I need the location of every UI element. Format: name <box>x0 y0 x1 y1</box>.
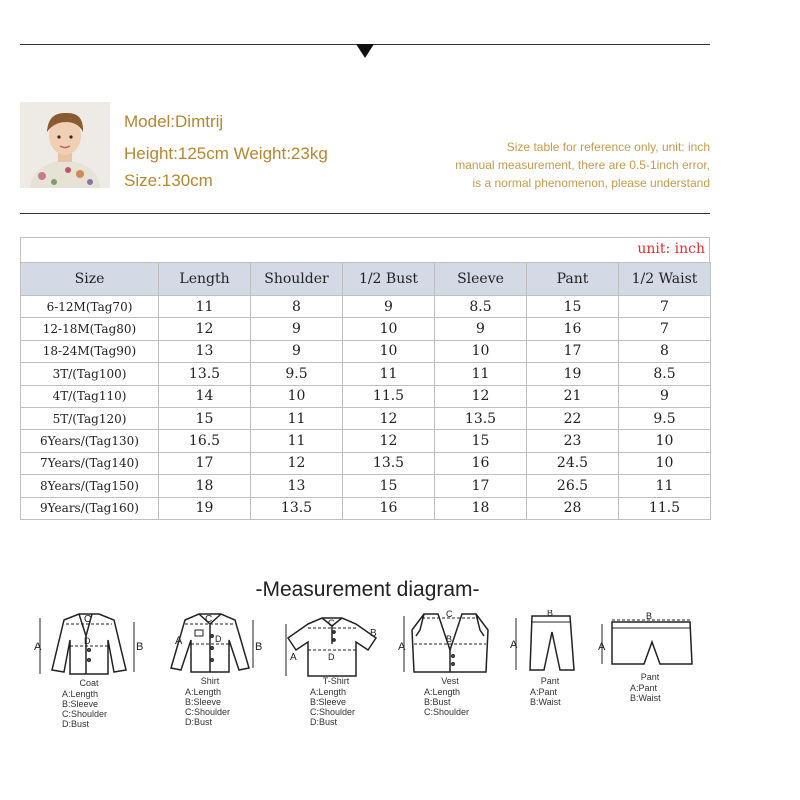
measurement-cell: 12 <box>159 318 251 340</box>
disclaimer-line-2: manual measurement, there are 0.5-1inch error, <box>455 158 710 172</box>
shorts-icon <box>596 610 700 672</box>
measurement-cell: 10 <box>251 385 343 407</box>
label-a: A <box>175 635 183 647</box>
model-size: Size:130cm <box>124 171 213 190</box>
garment-name: Pant <box>640 672 660 682</box>
size-cell: 12-18M(Tag80) <box>21 318 159 340</box>
unit-label: unit: inch <box>637 241 705 257</box>
measurement-cell: 13.5 <box>435 407 527 429</box>
measurement-cell: 18 <box>159 475 251 497</box>
table-row <box>21 475 711 497</box>
measurement-cell: 12 <box>435 385 527 407</box>
measurement-cell: 9 <box>343 296 435 318</box>
unit-row <box>20 237 710 262</box>
measurement-cell: 16.5 <box>159 430 251 452</box>
size-cell: 8Years/(Tag150) <box>21 475 159 497</box>
label-a: A <box>398 641 406 653</box>
column-header: Size <box>21 263 159 296</box>
column-header: Length <box>159 263 251 296</box>
measurement-cell: 9 <box>619 385 711 407</box>
label-b: B <box>370 628 377 639</box>
table-row <box>21 407 711 429</box>
measurement-cell: 10 <box>619 430 711 452</box>
legend-item: A:Pant <box>630 683 658 693</box>
measurement-cell: 17 <box>435 475 527 497</box>
label-b: B <box>136 641 144 653</box>
measurement-cell: 15 <box>343 475 435 497</box>
measurement-cell: 15 <box>435 430 527 452</box>
column-header: Shoulder <box>251 263 343 296</box>
measurement-cell: 13.5 <box>343 452 435 474</box>
legend-item: B:Sleeve <box>185 697 222 707</box>
measurement-cell: 23 <box>527 430 619 452</box>
garment-name: Pant <box>540 676 560 686</box>
legend-item: D:Bust <box>310 717 338 727</box>
disclaimer-line-3: is a normal phenomenon, please understand <box>472 176 710 190</box>
legend-item: A:Length <box>310 687 347 697</box>
size-table <box>20 262 711 520</box>
measurement-cell: 21 <box>527 385 619 407</box>
label-a: A <box>598 641 606 653</box>
pant-diagram <box>508 610 588 707</box>
legend-item: B:Waist <box>630 693 661 703</box>
measurement-cell: 8.5 <box>435 296 527 318</box>
measurement-cell: 19 <box>159 497 251 519</box>
measurement-cell: 12 <box>251 452 343 474</box>
garment-legend <box>424 687 469 717</box>
label-c: C <box>205 614 213 625</box>
table-row <box>21 318 711 340</box>
shirt-diagram <box>155 610 265 727</box>
size-table-container <box>20 237 710 520</box>
label-d: D <box>328 652 335 662</box>
legend-item: B:Sleeve <box>62 699 99 709</box>
label-b: B <box>446 634 453 644</box>
shorts-diagram <box>596 610 700 703</box>
legend-item: C:Shoulder <box>424 707 470 717</box>
legend-item: D:Bust <box>62 719 90 729</box>
garment-name: Shirt <box>200 676 220 686</box>
legend-item: C:Shoulder <box>185 707 231 717</box>
label-b: B <box>255 641 263 653</box>
size-cell: 6Years/(Tag130) <box>21 430 159 452</box>
measurement-cell: 9.5 <box>619 407 711 429</box>
measurement-cell: 17 <box>527 340 619 362</box>
measurement-cell: 22 <box>527 407 619 429</box>
measurement-cell: 7 <box>619 296 711 318</box>
tshirt-diagram <box>280 610 384 727</box>
garment-legend <box>530 687 561 707</box>
column-header: 1/2 Waist <box>619 263 711 296</box>
label-d: D <box>215 634 222 644</box>
vest-diagram <box>398 610 502 717</box>
table-row <box>21 340 711 362</box>
legend-item: B:Waist <box>530 697 561 707</box>
measurement-cell: 16 <box>435 452 527 474</box>
measurement-cell: 13 <box>159 340 251 362</box>
middle-divider <box>20 213 710 214</box>
garment-legend <box>630 683 661 703</box>
measurement-cell: 28 <box>527 497 619 519</box>
measurement-cell: 13.5 <box>251 497 343 519</box>
measurement-cell: 24.5 <box>527 452 619 474</box>
measurement-cell: 10 <box>619 452 711 474</box>
pant-icon <box>508 610 588 674</box>
size-cell: 5T/(Tag120) <box>21 407 159 429</box>
column-header: Sleeve <box>435 263 527 296</box>
size-cell: 4T/(Tag110) <box>21 385 159 407</box>
label-d: D <box>84 636 91 646</box>
measurement-cell: 10 <box>435 340 527 362</box>
label-a: A <box>34 641 42 653</box>
measurement-cell: 8 <box>251 296 343 318</box>
legend-item: A:Length <box>185 687 222 697</box>
measurement-cell: 9 <box>435 318 527 340</box>
measurement-cell: 14 <box>159 385 251 407</box>
size-cell: 9Years/(Tag160) <box>21 497 159 519</box>
measurement-cell: 16 <box>343 497 435 519</box>
size-cell: 6-12M(Tag70) <box>21 296 159 318</box>
measurement-cell: 11.5 <box>343 385 435 407</box>
label-c: C <box>328 618 335 628</box>
measurement-cell: 7 <box>619 318 711 340</box>
measurement-cell: 11 <box>159 296 251 318</box>
garment-name: Coat <box>79 678 99 688</box>
measurement-cell: 11 <box>435 363 527 385</box>
vest-icon <box>398 610 502 676</box>
garment-legend <box>62 689 107 729</box>
measurement-cell: 10 <box>343 340 435 362</box>
size-cell: 7Years/(Tag140) <box>21 452 159 474</box>
legend-item: C:Shoulder <box>62 709 108 719</box>
measurement-cell: 15 <box>527 296 619 318</box>
table-row <box>21 430 711 452</box>
coat-icon <box>34 610 144 678</box>
garment-name: T-Shirt <box>322 676 350 686</box>
label-a: A <box>290 652 297 663</box>
table-row <box>21 363 711 385</box>
garment-legend <box>310 687 355 727</box>
down-arrow-icon <box>356 44 374 58</box>
measurement-cell: 9 <box>251 318 343 340</box>
label-b: B <box>646 611 653 621</box>
column-header: Pant <box>527 263 619 296</box>
table-header-row <box>21 263 711 296</box>
table-row <box>21 296 711 318</box>
garment-name: Vest <box>441 676 459 686</box>
measurement-cell: 13.5 <box>159 363 251 385</box>
measurement-cell: 8 <box>619 340 711 362</box>
measurement-cell: 11 <box>251 430 343 452</box>
measurement-diagram-title: -Measurement diagram- <box>255 578 480 601</box>
measurement-cell: 15 <box>159 407 251 429</box>
model-photo <box>20 102 110 188</box>
legend-item: C:Shoulder <box>310 707 356 717</box>
legend-item: A:Length <box>62 689 99 699</box>
measurement-cell: 12 <box>343 430 435 452</box>
legend-item: B:Sleeve <box>310 697 347 707</box>
size-disclaimer <box>390 138 710 192</box>
tshirt-icon <box>280 610 384 680</box>
measurement-cell: 11 <box>619 475 711 497</box>
column-header: 1/2 Bust <box>343 263 435 296</box>
legend-item: A:Pant <box>530 687 558 697</box>
measurement-cell: 17 <box>159 452 251 474</box>
measurement-cell: 9.5 <box>251 363 343 385</box>
measurement-cell: 16 <box>527 318 619 340</box>
measurement-cell: 13 <box>251 475 343 497</box>
table-row <box>21 385 711 407</box>
table-row <box>21 497 711 519</box>
measurement-cell: 10 <box>343 318 435 340</box>
label-b: B <box>547 610 554 618</box>
model-height-weight: Height:125cm Weight:23kg <box>124 144 328 163</box>
size-cell: 18-24M(Tag90) <box>21 340 159 362</box>
garment-legend <box>185 687 230 727</box>
legend-item: D:Bust <box>185 717 213 727</box>
measurement-cell: 9 <box>251 340 343 362</box>
legend-item: A:Length <box>424 687 461 697</box>
coat-diagram <box>34 610 144 729</box>
measurement-cell: 11 <box>343 363 435 385</box>
model-name: Model:Dimtrij <box>124 112 224 131</box>
measurement-cell: 18 <box>435 497 527 519</box>
table-row <box>21 452 711 474</box>
measurement-cell: 12 <box>343 407 435 429</box>
measurement-cell: 19 <box>527 363 619 385</box>
measurement-cell: 26.5 <box>527 475 619 497</box>
label-c: C <box>446 610 453 619</box>
label-c: C <box>84 614 92 625</box>
disclaimer-line-1: Size table for reference only, unit: inch <box>506 140 710 154</box>
measurement-cell: 11.5 <box>619 497 711 519</box>
measurement-cell: 11 <box>251 407 343 429</box>
label-a: A <box>510 639 518 651</box>
shirt-icon <box>155 610 265 676</box>
size-cell: 3T/(Tag100) <box>21 363 159 385</box>
legend-item: B:Bust <box>424 697 451 707</box>
measurement-cell: 8.5 <box>619 363 711 385</box>
